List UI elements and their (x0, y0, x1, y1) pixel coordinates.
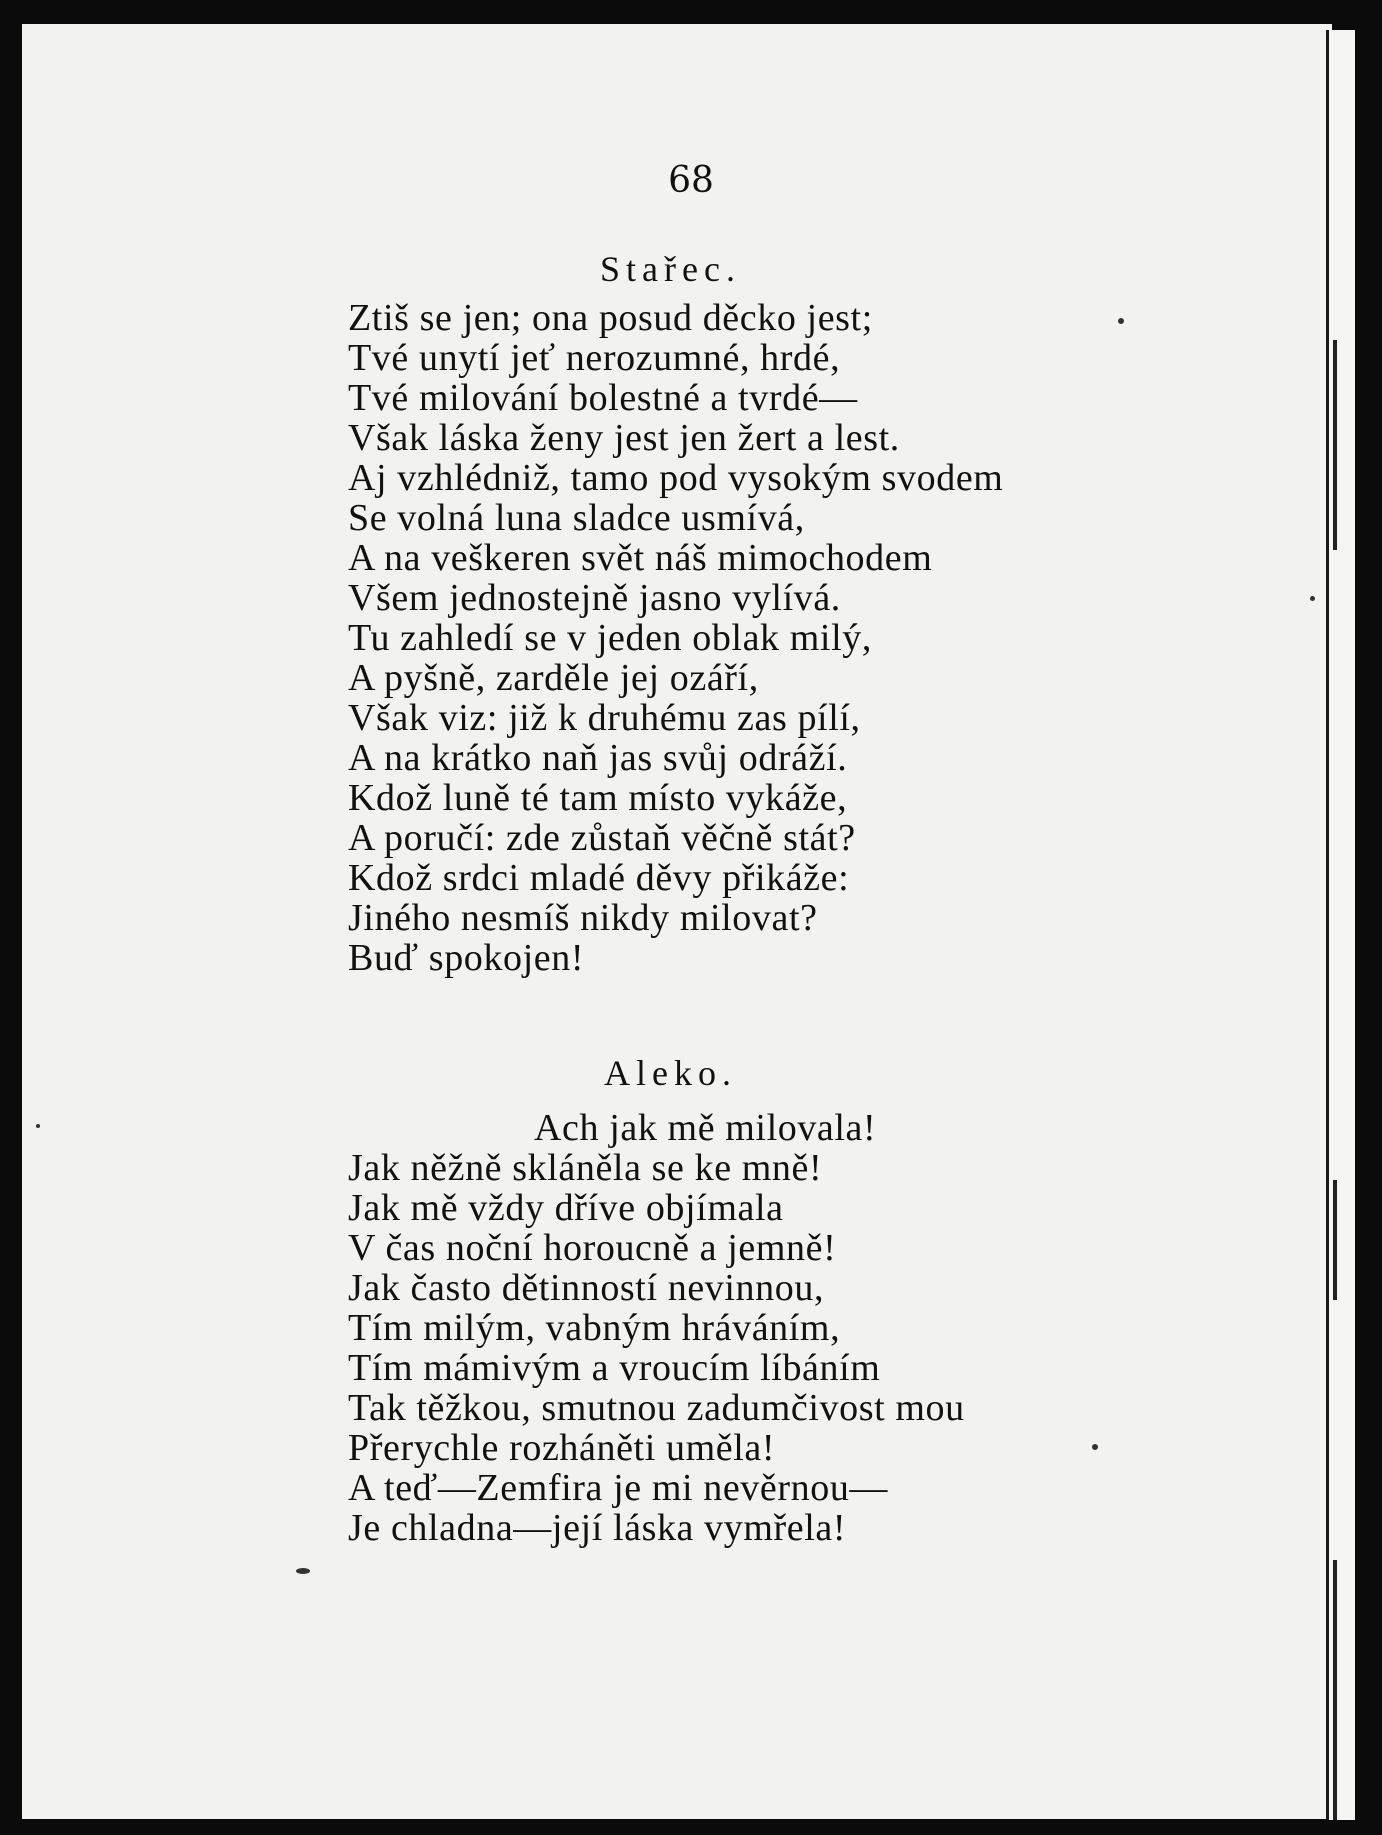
verse-line: Jak mě vždy dříve objímala (348, 1187, 784, 1229)
speaker-heading-starec: Stařec. (600, 249, 741, 289)
ink-speck (1310, 596, 1315, 601)
verse-line: Kdož srdci mladé děvy přikáže: (348, 857, 850, 899)
verse-line: Aj vzhlédniž, tamo pod vysokým svodem (348, 457, 1004, 499)
verse-line: V čas noční horoucně a jemně! (348, 1227, 837, 1269)
verse-line: Je chladna—její láska vymřela! (348, 1507, 847, 1549)
verse-line: Jiného nesmíš nikdy milovat? (348, 897, 818, 939)
poem-stanza-aleko (348, 1108, 965, 1548)
verse-line: A teď—Zemfira je mi nevěrnou— (348, 1467, 889, 1509)
spine-mark (1333, 340, 1337, 550)
spine-mark (1333, 1180, 1337, 1300)
verse-line: Všem jednostejně jasno vylívá. (348, 577, 841, 619)
book-spine (1326, 30, 1355, 1820)
verse-line: Tak těžkou, smutnou zadumčivost mou (348, 1387, 965, 1429)
verse-line: A na veškeren svět náš mimochodem (348, 537, 933, 579)
poem-stanza-starec (348, 298, 1003, 978)
verse-line: Jak něžně skláněla se ke mně! (348, 1147, 823, 1189)
verse-line: Kdož luně té tam místo vykáže, (348, 777, 848, 819)
verse-line: Však láska ženy jest jen žert a lest. (348, 417, 900, 459)
verse-line: A pyšně, zarděle jej ozáří, (348, 657, 759, 699)
verse-line: Tu zahledí se v jeden oblak milý, (348, 617, 872, 659)
verse-line: Tvé unytí jeť nerozumné, hrdé, (348, 337, 841, 379)
verse-line: Tím mámivým a vroucím líbáním (348, 1347, 881, 1389)
verse-line: Ach jak mě milovala! (534, 1107, 877, 1149)
spine-mark (1333, 1560, 1337, 1820)
verse-line: Tím milým, vabným hráváním, (348, 1307, 841, 1349)
verse-line: Přerychle rozháněti uměla! (348, 1427, 776, 1469)
verse-line: Jak často dětinností nevinnou, (348, 1267, 825, 1309)
ink-speck (36, 1124, 40, 1128)
verse-line: Však viz: již k druhému zas pílí, (348, 697, 861, 739)
verse-line: A poručí: zde zůstaň věčně stát? (348, 817, 856, 859)
verse-line: A na krátko naň jas svůj odráží. (348, 737, 848, 779)
verse-line: Se volná luna sladce usmívá, (348, 497, 805, 539)
verse-line: Tvé milování bolestné a tvrdé— (348, 377, 858, 419)
ink-speck (1092, 1444, 1098, 1450)
speaker-heading-aleko: Aleko. (604, 1053, 737, 1093)
verse-line: Ztiš se jen; ona posud děcko jest; (348, 297, 873, 339)
ink-speck (296, 1568, 310, 1574)
ink-speck (1118, 318, 1124, 324)
page-number: 68 (668, 160, 714, 201)
verse-line: Buď spokojen! (348, 937, 585, 979)
